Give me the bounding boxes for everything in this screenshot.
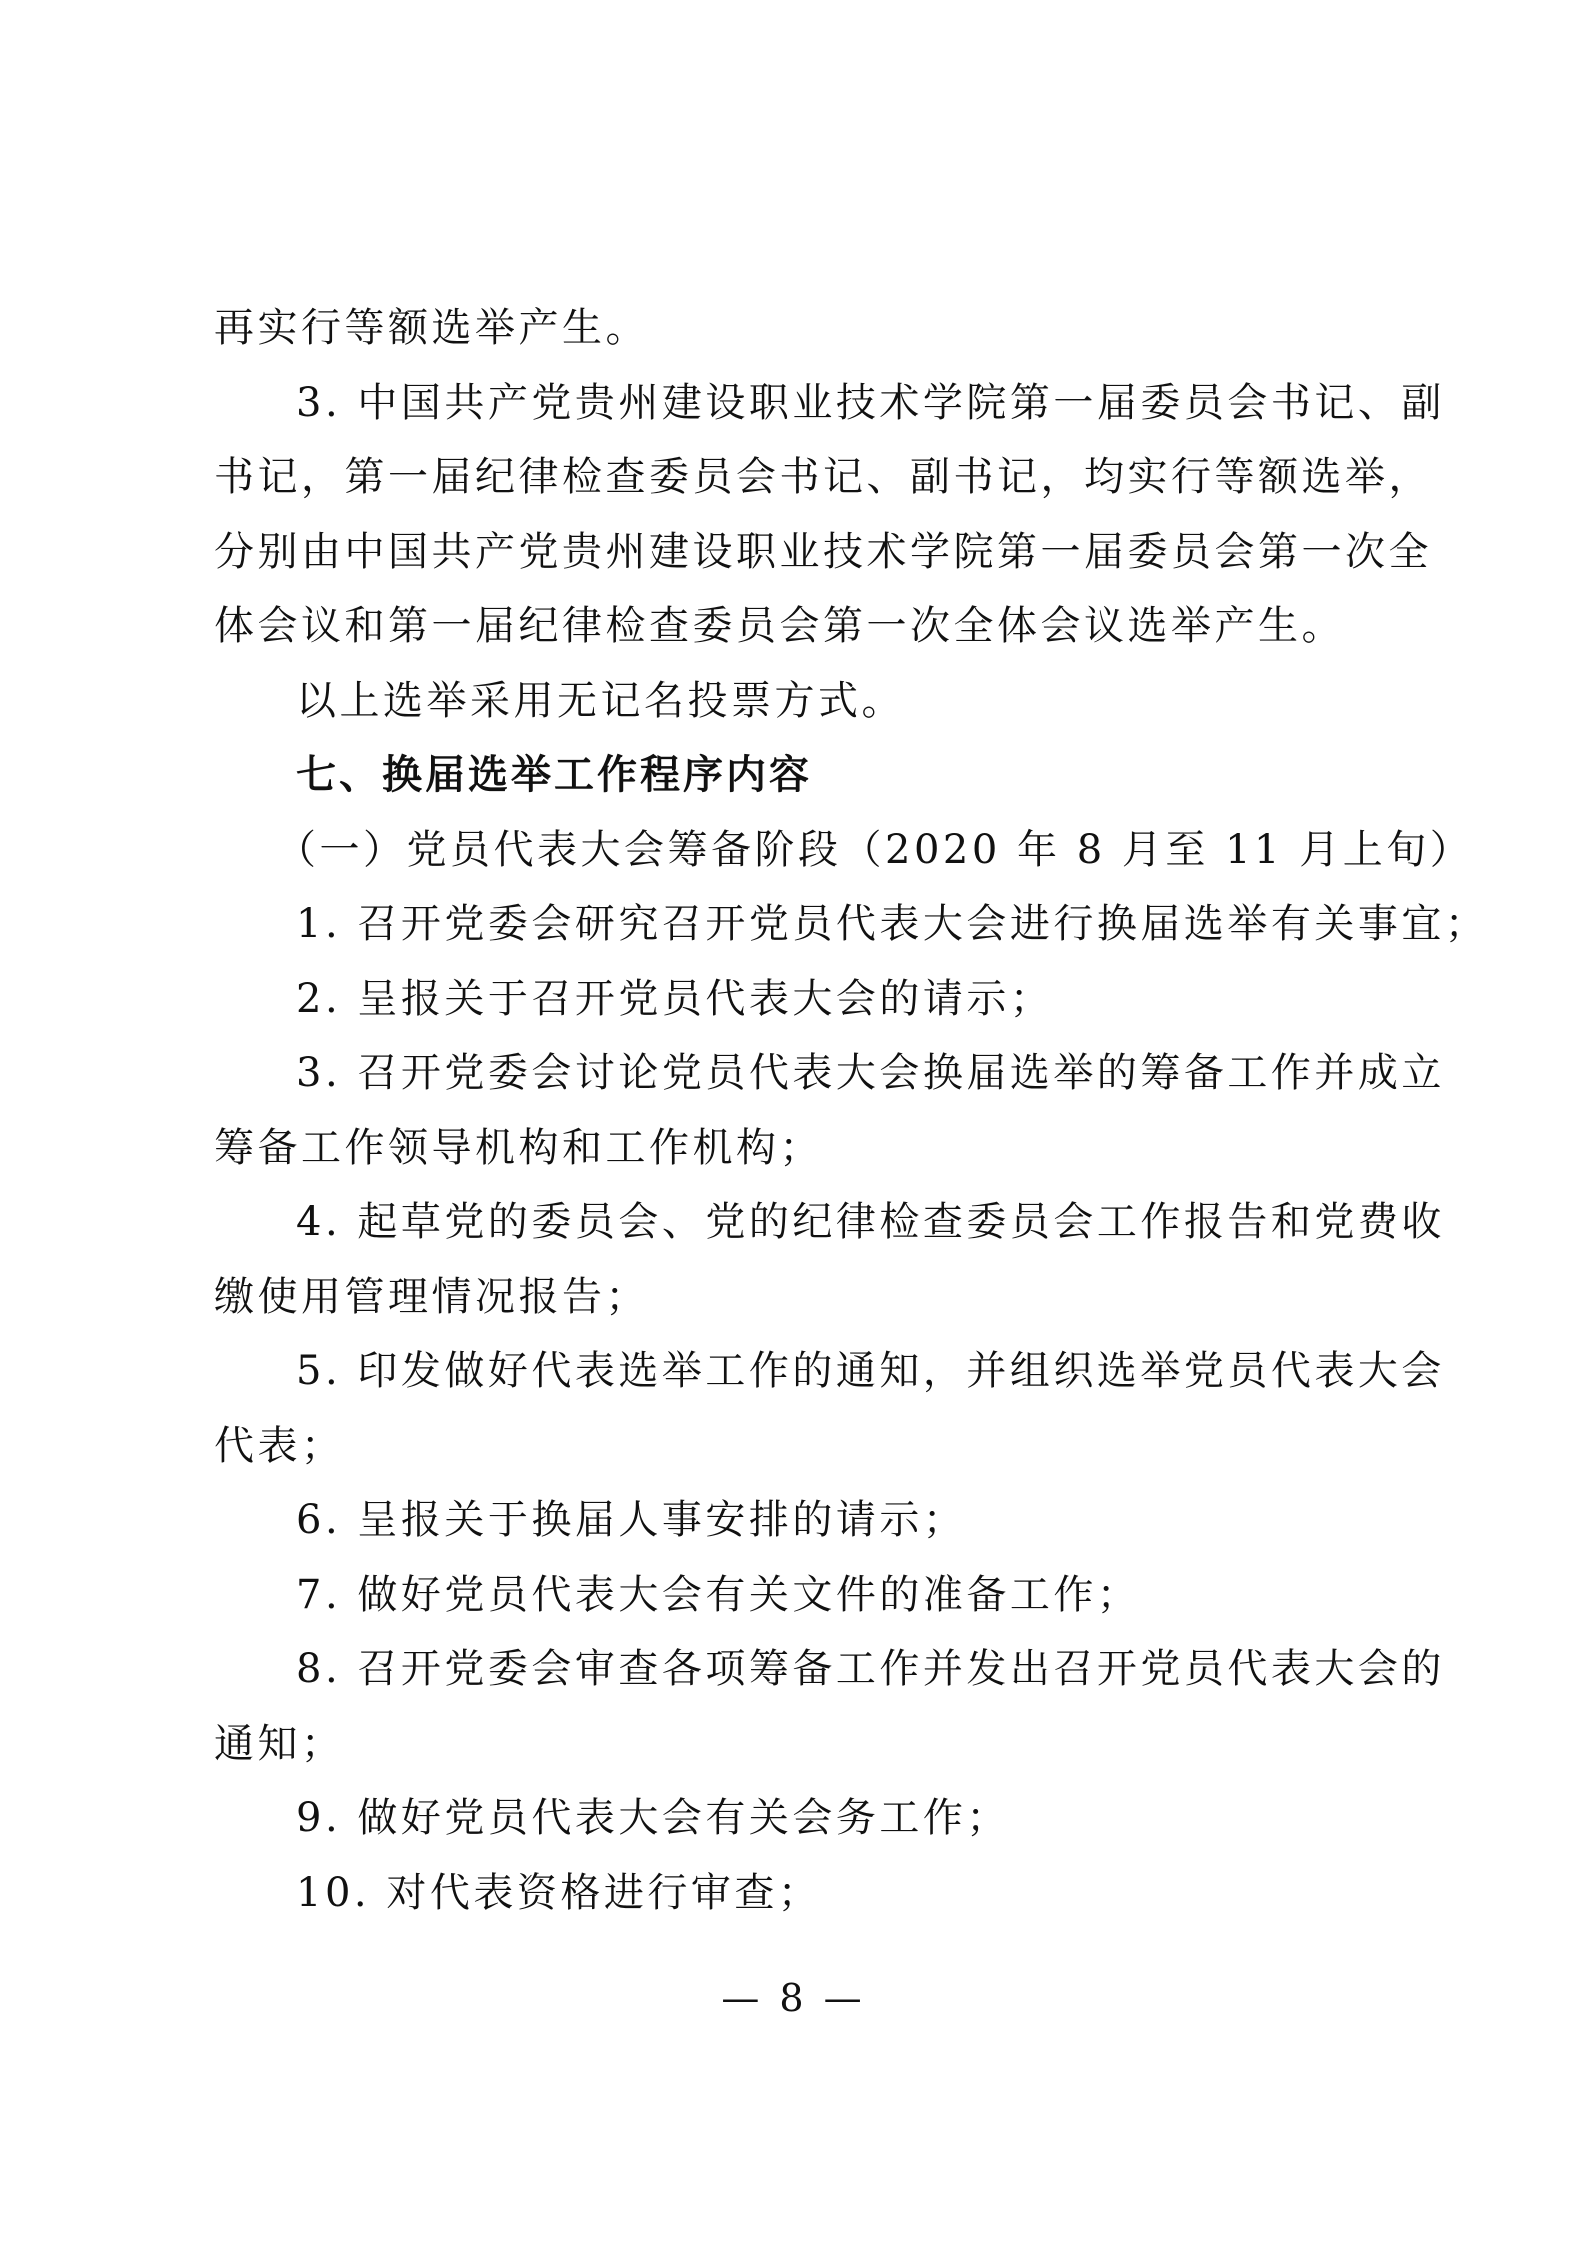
- list-item-continuation: 代表；: [214, 1422, 345, 1469]
- paragraph-line: 3. 中国共产党贵州建设职业技术学院第一届委员会书记、副: [296, 379, 1445, 426]
- list-item: 6. 呈报关于换届人事安排的请示；: [296, 1497, 967, 1543]
- section-heading: 七、换届选举工作程序内容: [296, 752, 812, 798]
- document-body: [214, 291, 1489, 1930]
- list-item: 10. 对代表资格进行审查；: [296, 1869, 822, 1916]
- list-item: 7. 做好党员代表大会有关文件的准备工作；: [296, 1571, 1141, 1618]
- list-item-continuation: 筹备工作领导机构和工作机构；: [214, 1124, 823, 1171]
- paragraph-line: 以上选举采用无记名投票方式。: [296, 677, 905, 724]
- list-item: 5. 印发做好代表选举工作的通知，并组织选举党员代表大会: [296, 1348, 1445, 1394]
- list-item: 2. 呈报关于召开党员代表大会的请示；: [296, 975, 1054, 1022]
- paragraph-line: 再实行等额选举产生。: [214, 305, 649, 351]
- subsection-heading: （一）党员代表大会筹备阶段（2020 年 8 月至 11 月上旬）: [276, 826, 1474, 873]
- paragraph-line: 体会议和第一届纪律检查委员会第一次全体会议选举产生。: [214, 603, 1345, 649]
- list-item: 8. 召开党委会审查各项筹备工作并发出召开党员代表大会的: [296, 1646, 1445, 1692]
- list-item: 4. 起草党的委员会、党的纪律检查委员会工作报告和党费收: [296, 1199, 1445, 1245]
- list-item: 9. 做好党员代表大会有关会务工作；: [296, 1795, 1010, 1841]
- paragraph-line: 书记，第一届纪律检查委员会书记、副书记，均实行等额选举，: [214, 454, 1432, 500]
- list-item-continuation: 缴使用管理情况报告；: [214, 1273, 649, 1320]
- page-number: — 8 —: [721, 1976, 866, 2020]
- list-item-continuation: 通知；: [214, 1720, 345, 1767]
- paragraph-line: 分别由中国共产党贵州建设职业技术学院第一届委员会第一次全: [214, 528, 1432, 575]
- list-item: 3. 召开党委会讨论党员代表大会换届选举的筹备工作并成立: [296, 1050, 1445, 1096]
- list-item: 1. 召开党委会研究召开党员代表大会进行换届选举有关事宜；: [296, 901, 1489, 947]
